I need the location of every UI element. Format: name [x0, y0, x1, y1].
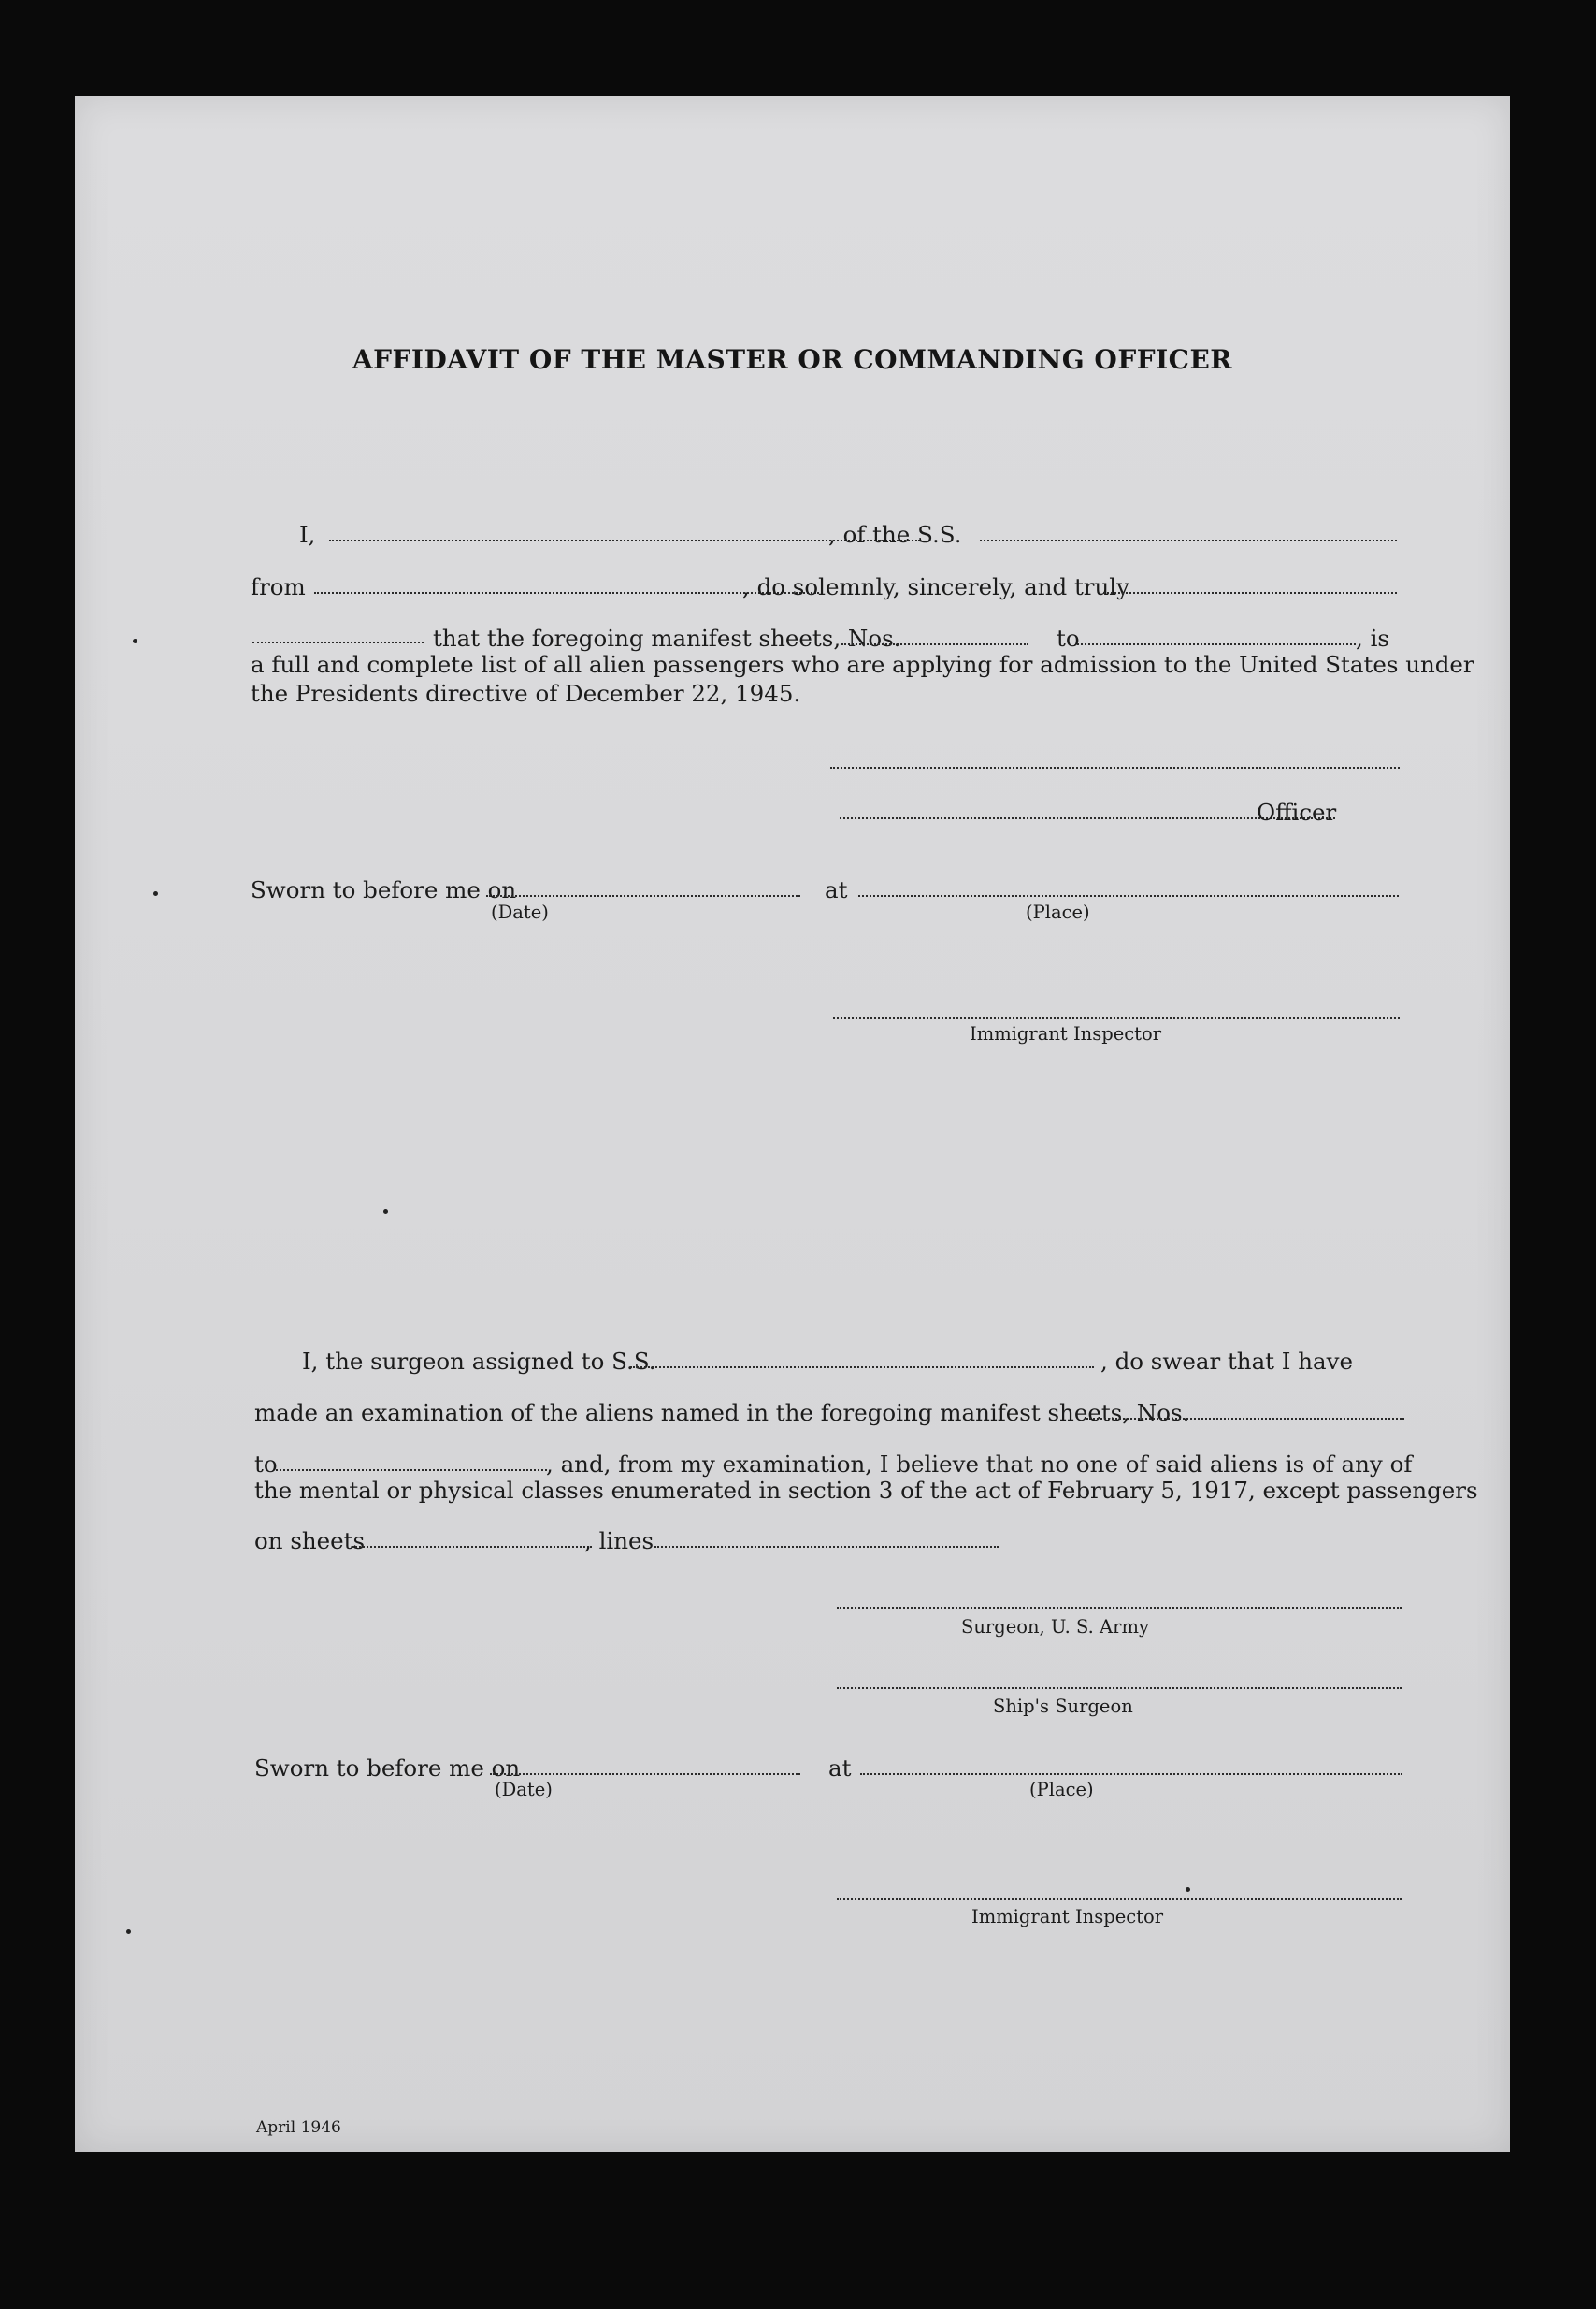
master-ss-label: , of the S.S. [828, 521, 962, 548]
master-to-label: to [1057, 625, 1080, 652]
master-solemnly-label: , do solemnly, sincerely, and truly [742, 573, 1129, 600]
surgeon-ship-field[interactable] [630, 1366, 1094, 1368]
manifest-from-field[interactable] [841, 643, 1028, 645]
surgeon-to-label: to [254, 1450, 278, 1478]
officer-label: Officer [1257, 799, 1337, 826]
surgeon-line3-end: , and, from my examination, I believe that no one of said aliens is of any of [546, 1450, 1413, 1478]
surgeon-line1-end: , do swear that I have [1100, 1348, 1354, 1375]
officer-signature-field[interactable] [830, 767, 1400, 769]
sworn1-place-caption: (Place) [1026, 902, 1090, 923]
scan-speck [133, 639, 137, 643]
army-surgeon-label: Surgeon, U. S. Army [961, 1616, 1149, 1638]
surgeon-line4: the mental or physical classes enumerated in section 3 of the act of February 5, 1917, except passengers [254, 1477, 1478, 1504]
surgeon-lines-label: , lines [584, 1527, 654, 1554]
inspector2-label: Immigrant Inspector [971, 1906, 1164, 1927]
master-i-label: I, [299, 521, 316, 548]
inspector2-signature-field[interactable] [837, 1898, 1402, 1900]
sworn1-place-field[interactable] [858, 895, 1399, 897]
affidavit-sheet [75, 96, 1510, 2152]
master-statement-line4: a full and complete list of all alien passengers who are applying for admission to the United States under [251, 651, 1474, 678]
sworn1-at-label: at [825, 876, 848, 903]
sworn1-prefix: Sworn to before me on [251, 876, 517, 903]
form-title: AFFIDAVIT OF THE MASTER OR COMMANDING OFFICER [352, 344, 1233, 375]
scan-speck [153, 891, 158, 896]
sworn1-date-caption: (Date) [491, 902, 549, 923]
sworn1-date-field[interactable] [486, 895, 800, 897]
sworn2-at-label: at [828, 1754, 852, 1782]
ships-surgeon-label: Ship's Surgeon [993, 1696, 1133, 1717]
oath-word-continued-field[interactable] [252, 642, 424, 643]
scan-speck [126, 1929, 131, 1934]
master-statement-line5: the Presidents directive of December 22, 1945. [251, 680, 801, 707]
surgeon-sheets-field[interactable] [352, 1546, 592, 1548]
scan-speck [1186, 1887, 1190, 1892]
army-surgeon-signature-field[interactable] [837, 1607, 1402, 1609]
master-is-label: , is [1356, 625, 1389, 652]
master-manifest-label: that the foregoing manifest sheets, Nos. [433, 625, 901, 652]
oath-word-field[interactable] [1103, 592, 1397, 594]
sworn2-place-caption: (Place) [1029, 1779, 1094, 1800]
surgeon-line2: made an examination of the aliens named in the foregoing manifest sheets, Nos. [254, 1399, 1190, 1426]
surgeon-manifest-from-field[interactable] [1086, 1418, 1404, 1420]
inspector1-signature-field[interactable] [833, 1017, 1400, 1019]
ship-name-field[interactable] [980, 540, 1397, 541]
sworn2-date-field[interactable] [490, 1773, 800, 1775]
surgeon-line1-start: I, the surgeon assigned to S.S. [302, 1348, 656, 1375]
manifest-to-field[interactable] [1077, 643, 1356, 645]
master-from-label: from [251, 573, 306, 600]
footer-date: April 1946 [256, 2118, 341, 2137]
scan-speck [383, 1209, 388, 1214]
inspector1-label: Immigrant Inspector [970, 1023, 1162, 1045]
ships-surgeon-signature-field[interactable] [837, 1687, 1402, 1689]
sworn2-date-caption: (Date) [495, 1779, 553, 1800]
surgeon-sheets-label: on sheets [254, 1527, 366, 1554]
surgeon-manifest-to-field[interactable] [276, 1469, 547, 1471]
surgeon-lines-field[interactable] [654, 1546, 999, 1548]
sworn2-prefix: Sworn to before me on [254, 1754, 521, 1782]
sworn2-place-field[interactable] [860, 1773, 1402, 1775]
